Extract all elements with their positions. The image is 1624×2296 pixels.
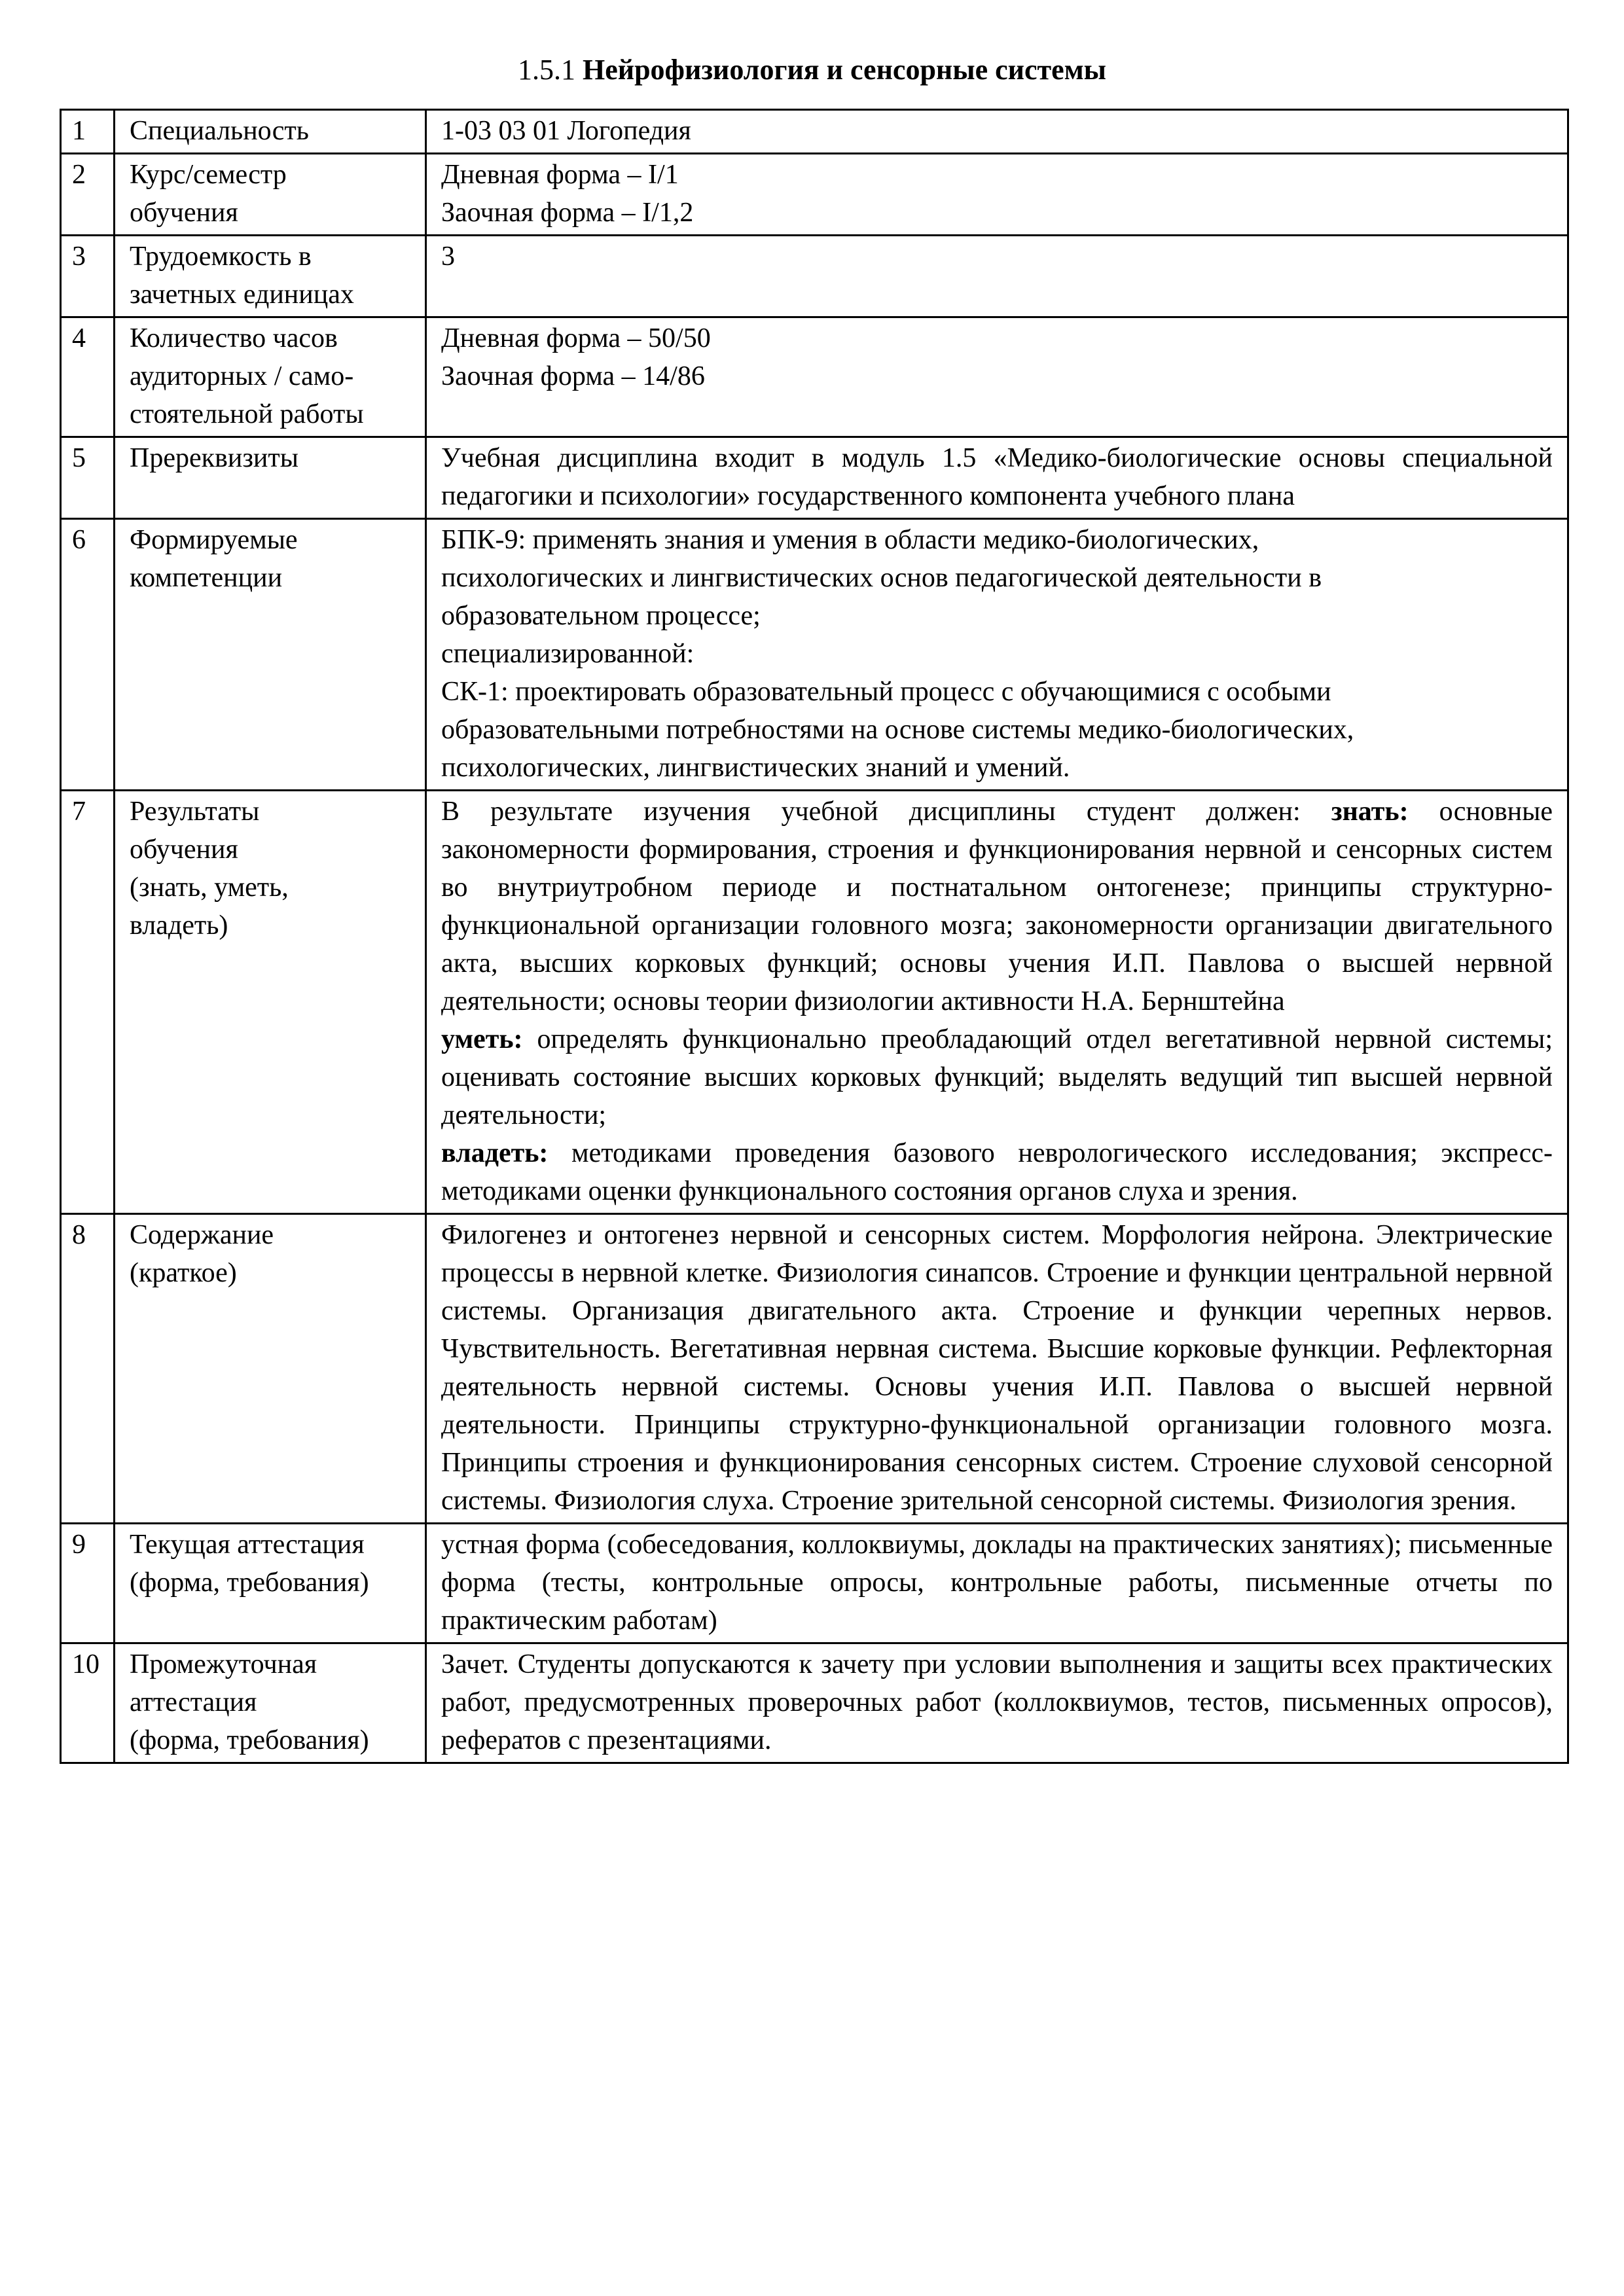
label-line: Пререквизиты: [130, 443, 298, 473]
value-line: Дневная форма – I/1: [441, 160, 679, 190]
label-line: аттестация: [130, 1687, 257, 1717]
row-label: [115, 317, 426, 437]
row-label: [115, 154, 426, 236]
label-line: компетенции: [130, 563, 283, 593]
row-value: [426, 317, 1568, 437]
row-value: [426, 437, 1568, 519]
value-line: образовательном процессе;: [441, 601, 761, 631]
title-text: Нейрофизиология и сенсорные системы: [582, 54, 1107, 86]
value-line: 3: [441, 242, 455, 272]
row-number: 10: [61, 1643, 115, 1763]
row-label: [115, 791, 426, 1214]
label-line: (краткое): [130, 1258, 237, 1288]
current-assessment-text: устная форма (собеседования, коллоквиумы, доклады на практических занятиях); письменные форма (тесты, контрольные опросы, контрольные работы, письменные отчеты по практическим работам): [441, 1530, 1553, 1636]
label-line: Формируемые: [130, 525, 298, 555]
row-label: [115, 110, 426, 154]
row-label: [115, 1643, 426, 1763]
can-label: уметь:: [441, 1024, 523, 1054]
row-label: [115, 519, 426, 791]
label-line: обучения: [130, 198, 238, 228]
title-number: 1.5.1: [517, 54, 575, 86]
row-number: 8: [61, 1214, 115, 1524]
label-line: стоятельной работы: [130, 399, 364, 429]
row-label: [115, 1214, 426, 1524]
table-row: [61, 1214, 1568, 1524]
own-text: методиками проведения базового неврологического исследования; экспресс-методиками оценки функционального состояния органов слуха и зрения.: [441, 1138, 1553, 1206]
label-line: Содержание: [130, 1220, 274, 1250]
value-line: Заочная форма – 14/86: [441, 361, 705, 391]
label-line: владеть): [130, 910, 228, 941]
own-label: владеть:: [441, 1138, 549, 1168]
label-line: Промежуточная: [130, 1649, 317, 1679]
row-number: 9: [61, 1524, 115, 1643]
row-value: [426, 1214, 1568, 1524]
row-number: 2: [61, 154, 115, 236]
row-number: 6: [61, 519, 115, 791]
table-row: [61, 110, 1568, 154]
learning-outcomes-know: [441, 793, 1553, 1020]
prerequisites-text: Учебная дисциплина входит в модуль 1.5 «Медико-биологические основы специальной педагогики и психологии» государственного компонента учебного плана: [441, 443, 1553, 511]
row-label: [115, 1524, 426, 1643]
table-row: [61, 154, 1568, 236]
row-value: [426, 1524, 1568, 1643]
row-number: 3: [61, 236, 115, 317]
label-line: Курс/семестр: [130, 160, 287, 190]
label-line: (форма, требования): [130, 1568, 369, 1598]
value-line: Заочная форма – I/1,2: [441, 198, 694, 228]
label-line: аудиторных / само-: [130, 361, 354, 391]
label-line: обучения: [130, 834, 238, 865]
row-number: 1: [61, 110, 115, 154]
label-line: (форма, требования): [130, 1725, 369, 1755]
value-line: психологических и лингвистических основ педагогической деятельности в: [441, 563, 1322, 593]
syllabus-table: [60, 109, 1569, 1764]
row-label: [115, 437, 426, 519]
row-value: [426, 154, 1568, 236]
interim-assessment-text: Зачет. Студенты допускаются к зачету при условии выполнения и защиты всех практических работ, предусмотренных проверочных работ (коллоквиумов, тестов, письменных опросов), рефератов с презентациями.: [441, 1649, 1553, 1755]
row-number: 5: [61, 437, 115, 519]
row-number: 7: [61, 791, 115, 1214]
label-line: (знать, уметь,: [130, 872, 289, 903]
table-row: [61, 1643, 1568, 1763]
can-text: определять функционально преобладающий отдел вегетативной нервной системы; оценивать состояние высших корковых функций; выделять ведущий тип высшей нервной деятельности;: [441, 1024, 1553, 1130]
label-line: Результаты: [130, 797, 260, 827]
table-row: [61, 437, 1568, 519]
document-title: [0, 52, 1624, 88]
row-label: [115, 236, 426, 317]
value-line: Дневная форма – 50/50: [441, 323, 711, 353]
table-row: [61, 236, 1568, 317]
know-label: знать:: [1331, 797, 1409, 827]
table-row: [61, 791, 1568, 1214]
label-line: Количество часов: [130, 323, 338, 353]
know-text: основные закономерности формирования, строения и функционирования нервной и сенсорных систем во внутриутробном периоде и постнатальном онтогенезе; принципы структурно-функциональной организации головного мозга; закономерности организации двигательного акта, высших корковых функций; основы учения И.П. Павлова о высшей нервной деятельности; основы теории физиологии активности Н.А. Бернштейна: [441, 797, 1553, 1016]
row-value: [426, 791, 1568, 1214]
table-row: [61, 317, 1568, 437]
label-line: Текущая аттестация: [130, 1530, 365, 1560]
row-value: [426, 236, 1568, 317]
label-line: зачетных единицах: [130, 279, 354, 310]
row-value: [426, 110, 1568, 154]
label-line: Трудоемкость в: [130, 242, 312, 272]
value-line: образовательными потребностями на основе системы медико-биологических,: [441, 715, 1354, 745]
row-value: [426, 519, 1568, 791]
value-line: 1-03 03 01 Логопедия: [441, 116, 691, 146]
value-line: СК-1: проектировать образовательный процесс с обучающимися с особыми: [441, 677, 1331, 707]
outcomes-intro: В результате изучения учебной дисциплины студент должен:: [441, 797, 1301, 827]
row-value: [426, 1643, 1568, 1763]
learning-outcomes-own: [441, 1134, 1553, 1210]
row-number: 4: [61, 317, 115, 437]
table-row: [61, 1524, 1568, 1643]
value-line: БПК-9: применять знания и умения в области медико-биологических,: [441, 525, 1259, 555]
value-line: психологических, лингвистических знаний и умений.: [441, 753, 1070, 783]
learning-outcomes-can: [441, 1020, 1553, 1134]
table-row: [61, 519, 1568, 791]
value-line: специализированной:: [441, 639, 695, 669]
label-line: Специальность: [130, 116, 309, 146]
content-summary-text: Филогенез и онтогенез нервной и сенсорных систем. Морфология нейрона. Электрические процессы в нервной клетке. Физиология синапсов. Строение и функции центральной нервной системы. Организация двигательного акта. Строение и функции черепных нервов. Чувствительность. Вегетативная нервная система. Высшие корковые функции. Рефлекторная деятельность нервной системы. Основы учения И.П. Павлова о высшей нервной деятельности. Принципы структурно-функциональной организации головного мозга. Принципы строения и функционирования сенсорных систем. Строение слуховой сенсорной системы. Физиология слуха. Строение зрительной сенсорной системы. Физиология зрения.: [441, 1220, 1553, 1516]
